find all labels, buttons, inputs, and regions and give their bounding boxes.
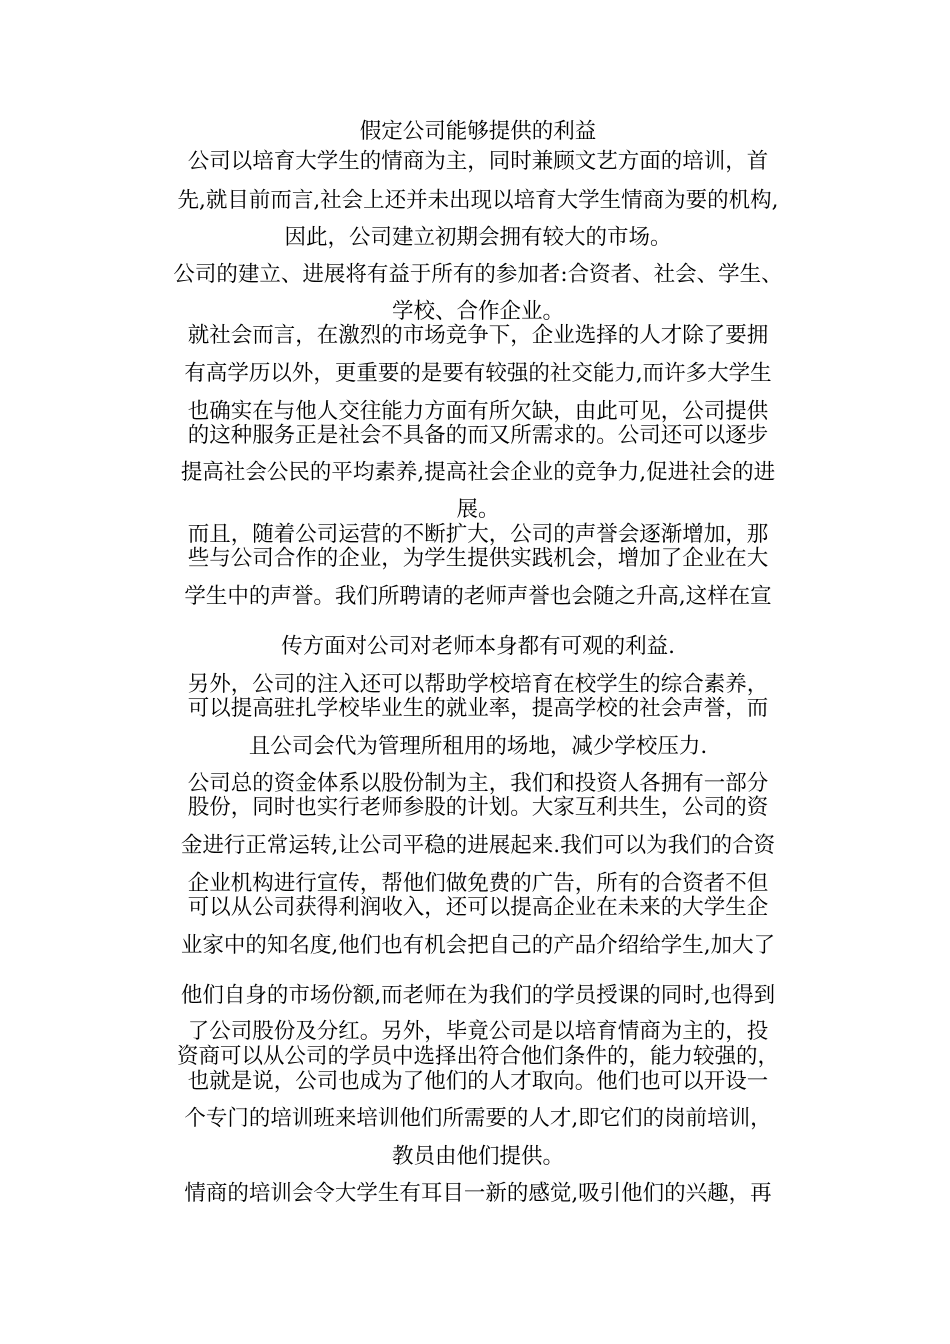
text-line: 资商可以从公司的学员中选择出符合他们条件的，能力较强的， (176, 1044, 779, 1069)
text-line: 也确实在与他人交往能力方面有所欠缺，由此可见，公司提供 (187, 399, 769, 424)
text-line: 就社会而言，在激烈的市场竞争下，企业选择的人才除了要拥 (187, 323, 769, 348)
text-line: 学生中的声誉。我们所聘请的老师声誉也会随之升高,这样在宣 (184, 584, 772, 609)
text-line: 业家中的知名度,他们也有机会把自己的产品介绍给学生,加大了 (180, 933, 776, 958)
text-line: 可以提高驻扎学校毕业生的就业率，提高学校的社会声誉，而 (187, 696, 769, 721)
text-line: 有高学历以外，更重要的是要有较强的社交能力,而许多大学生 (184, 361, 772, 386)
text-line: 股份，同时也实行老师参股的计划。大家互利共生，公司的资 (187, 795, 769, 820)
text-line: 另外，公司的注入还可以帮助学校培育在校学生的综合素养， (187, 672, 769, 697)
text-line: 个专门的培训班来培训他们所需要的人才,即它们的岗前培训， (184, 1106, 772, 1131)
text-line: 传方面对公司对老师本身都有可观的利益. (281, 634, 675, 659)
text-line: 学校、合作企业。 (391, 299, 564, 324)
text-line: 公司以培育大学生的情商为主，同时兼顾文艺方面的培训，首 (187, 149, 769, 174)
document-title: 假定公司能够提供的利益 (359, 119, 597, 144)
text-line: 先,就目前而言,社会上还并未出现以培育大学生情商为要的机构, (177, 188, 779, 213)
text-line: 展。 (456, 497, 500, 522)
text-line: 些与公司合作的企业，为学生提供实践机会，增加了企业在大 (187, 546, 769, 571)
text-line: 的这种服务正是社会不具备的而又所需求的。公司还可以逐步 (187, 423, 769, 448)
text-line: 提高社会公民的平均素养,提高社会企业的竞争力,促进社会的进 (180, 460, 776, 485)
text-line: 企业机构进行宣传，帮他们做免费的广告，所有的合资者不但 (187, 871, 769, 896)
text-line: 也就是说，公司也成为了他们的人才取向。他们也可以开设一 (187, 1069, 769, 1094)
text-line: 情商的培训会令大学生有耳目一新的感觉,吸引他们的兴趣，再 (184, 1181, 772, 1206)
text-line: 公司的建立、进展将有益于所有的参加者:合资者、社会、学生、 (173, 262, 783, 287)
text-line: 且公司会代为管理所租用的场地，减少学校压力. (248, 734, 708, 759)
text-line: 因此，公司建立初期会拥有较大的市场。 (284, 225, 672, 250)
text-line: 他们自身的市场份额,而老师在为我们的学员授课的同时,也得到 (180, 983, 776, 1008)
text-line: 公司总的资金体系以股份制为主，我们和投资人各拥有一部分 (187, 771, 769, 796)
text-line: 金进行正常运转,让公司平稳的进展起来.我们可以为我们的合资 (180, 833, 776, 858)
text-line: 教员由他们提供。 (391, 1144, 564, 1169)
text-line: 而且，随着公司运营的不断扩大，公司的声誉会逐渐增加，那 (187, 522, 769, 547)
text-line: 了公司股份及分红。另外，毕竟公司是以培育情商为主的，投 (187, 1019, 769, 1044)
text-line: 可以从公司获得利润收入，还可以提高企业在未来的大学生企 (187, 895, 769, 920)
